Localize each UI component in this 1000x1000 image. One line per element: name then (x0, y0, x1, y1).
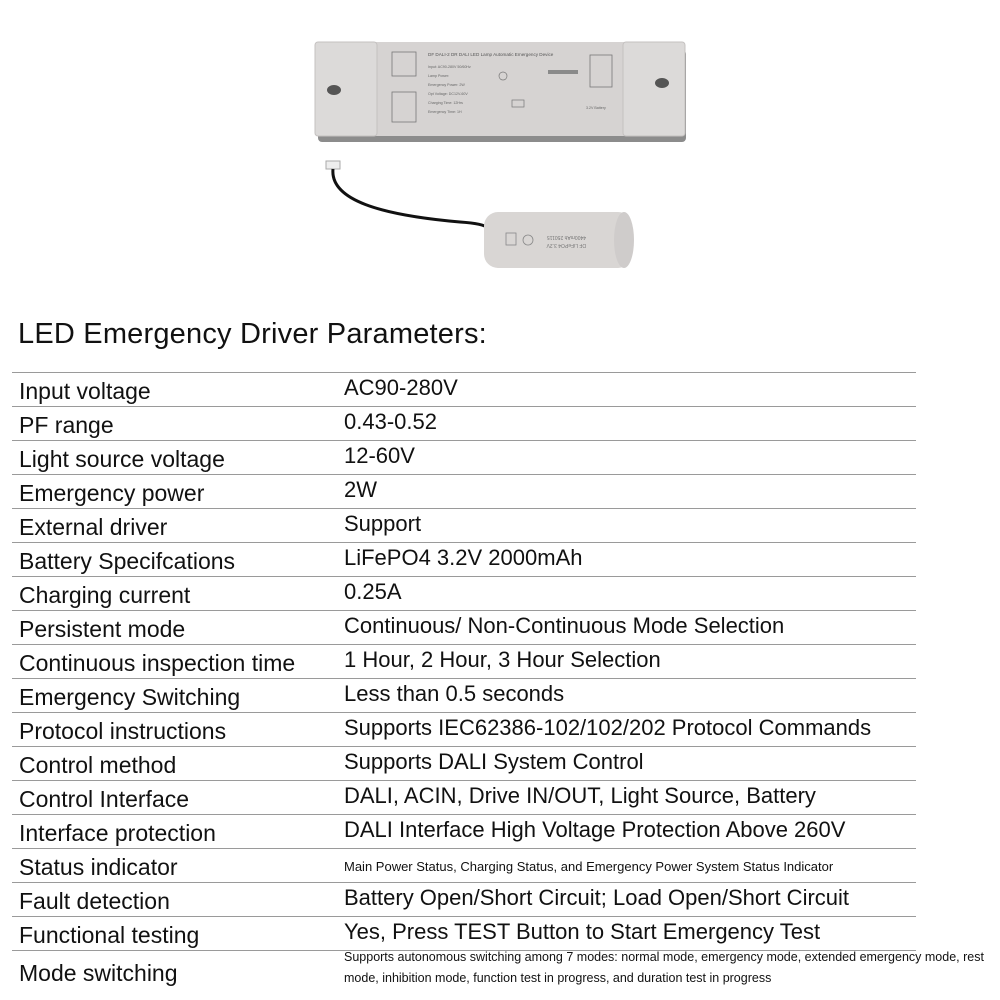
mount-hole-left (327, 85, 341, 95)
device-title-text: DF DALI-2 DR DALI LED Lamp Automatic Emergency Device (428, 52, 554, 57)
row-value: DALI Interface High Voltage Protection Above 260V (344, 817, 846, 842)
row-label: Protocol instructions (19, 718, 227, 744)
parameters-table (12, 372, 984, 988)
row-label: Charging current (19, 582, 191, 608)
row-value: AC90-280V (344, 375, 458, 400)
row-value: DALI, ACIN, Drive IN/OUT, Light Source, Battery (344, 783, 816, 808)
row-label: Functional testing (19, 922, 200, 948)
row-value: Supports IEC62386-102/102/202 Protocol Commands (344, 715, 872, 740)
battery-end-cap (614, 212, 634, 268)
row-value: Continuous/ Non-Continuous Mode Selection (344, 613, 785, 638)
row-value: Battery Open/Short Circuit; Load Open/Short Circuit (344, 885, 850, 910)
row-label: External driver (19, 514, 168, 540)
row-value: 1 Hour, 2 Hour, 3 Hour Selection (344, 647, 661, 672)
row-value: Supports autonomous switching among 7 modes: normal mode, emergency mode, extended emergency mode, rest mode, inhibition mode, function test in progress, and duration test in progress (344, 950, 984, 985)
row-value: 0.43-0.52 (344, 409, 437, 434)
table-row (12, 815, 916, 849)
device-battery-label: 3.2V Battery (586, 106, 606, 110)
table-row (12, 611, 916, 645)
row-value: 12-60V (344, 443, 415, 468)
mount-hole-right (655, 78, 669, 88)
row-value: Supports DALI System Control (344, 749, 644, 774)
table-row (12, 577, 916, 611)
table-row (12, 543, 916, 577)
table-row (12, 407, 916, 441)
row-label: Control method (19, 752, 177, 778)
row-value: Main Power Status, Charging Status, and Emergency Power System Status Indicator (344, 859, 834, 874)
device-spec-line: Emergency Power: 2W (428, 83, 465, 87)
table-row (12, 883, 916, 917)
product-photo (300, 30, 700, 290)
table-row (12, 849, 916, 883)
table-row (12, 747, 916, 781)
battery-cable (333, 169, 488, 228)
row-label: Control Interface (19, 786, 190, 812)
battery-label-line2: 4400mAh 250115 (546, 234, 586, 240)
product-photo-svg (300, 30, 700, 290)
table-row (12, 441, 916, 475)
row-label: Emergency power (19, 480, 205, 506)
row-value: Less than 0.5 seconds (344, 681, 565, 706)
barcode-icon (548, 70, 578, 74)
row-label: Persistent mode (19, 616, 186, 642)
row-label: Battery Specifcations (19, 548, 236, 574)
row-value: Support (344, 511, 422, 536)
page-title: LED Emergency Driver Parameters: (18, 318, 487, 350)
row-label: Continuous inspection time (19, 650, 296, 676)
row-value: Yes, Press TEST Button to Start Emergency Test (344, 919, 821, 944)
driver-right-cap (623, 42, 685, 136)
table-row (12, 373, 916, 407)
battery-label-line1: DF LiFePO4 3.2V (546, 242, 586, 248)
table-row (12, 713, 916, 747)
device-spec-line: Charging Time: 12Hrs (428, 101, 463, 105)
driver-left-cap (315, 42, 377, 136)
device-spec-line: Input: AC90-280V 50/60Hz (428, 65, 471, 69)
row-label: Interface protection (19, 820, 216, 846)
table-row (12, 645, 916, 679)
row-value: 0.25A (344, 579, 402, 604)
row-label: Emergency Switching (19, 684, 241, 710)
row-label: Status indicator (19, 854, 178, 880)
connector-plug (326, 161, 340, 169)
device-spec-line: Opt Voltage: DC12V-60V (428, 92, 468, 96)
row-value: LiFePO4 3.2V 2000mAh (344, 545, 583, 570)
row-label: PF range (19, 412, 114, 438)
row-label: Light source voltage (19, 446, 225, 472)
table-row (12, 781, 916, 815)
table-row (12, 950, 984, 988)
row-label: Fault detection (19, 888, 170, 914)
row-label: Input voltage (19, 378, 151, 404)
row-label: Mode switching (19, 960, 178, 986)
table-row (12, 679, 916, 713)
device-spec-line: Emergency Time: 1H (428, 110, 462, 114)
device-spec-line: Lamp Power: (428, 74, 450, 78)
table-row (12, 475, 916, 509)
row-value: 2W (344, 477, 377, 502)
table-row (12, 509, 916, 543)
table-row (12, 917, 916, 951)
